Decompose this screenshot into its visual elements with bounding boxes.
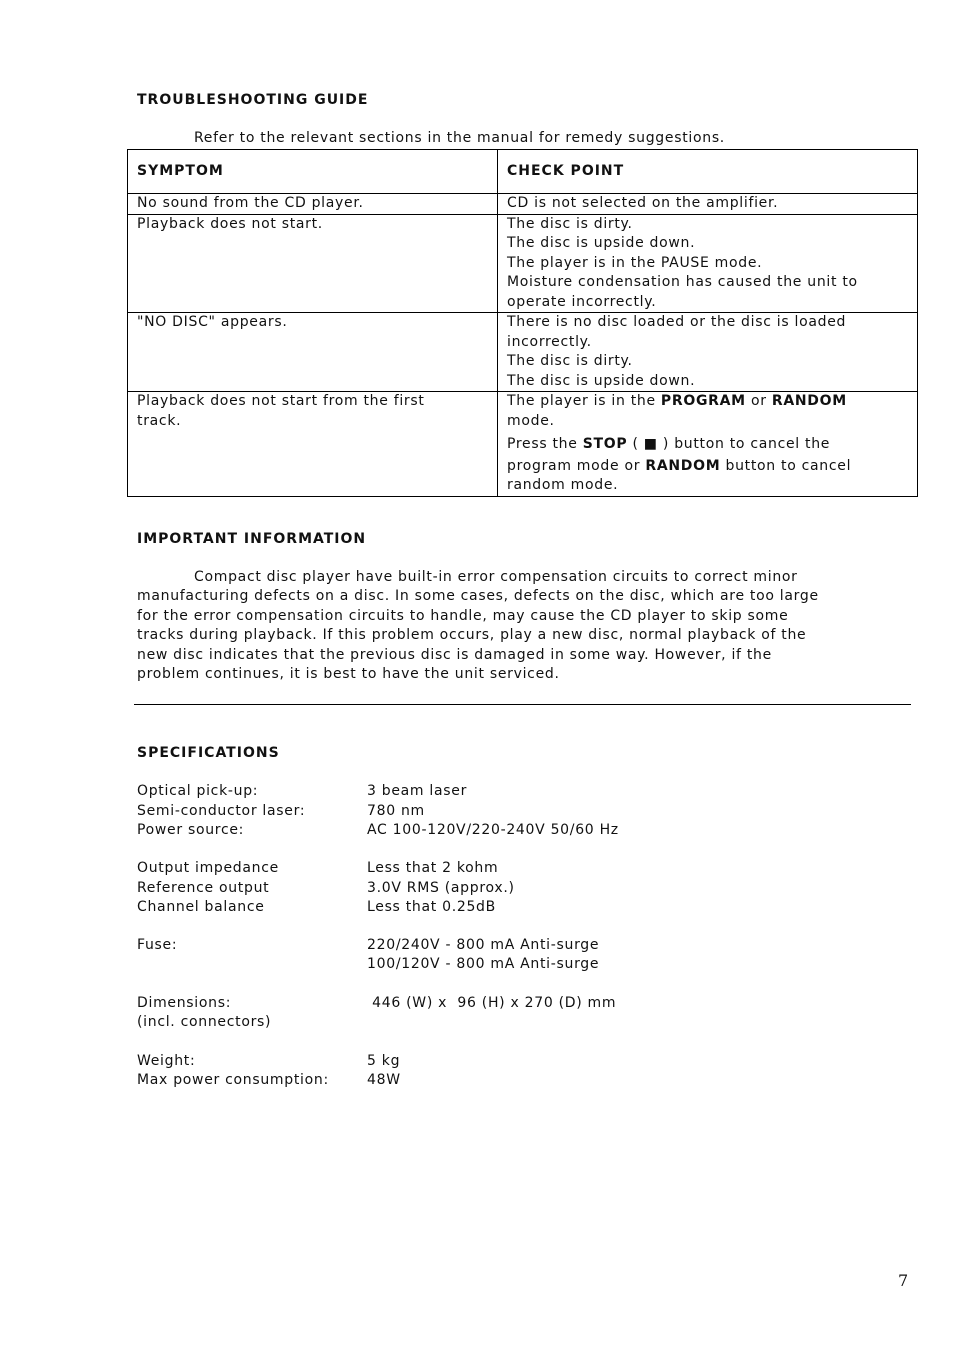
spec-value: 48W <box>367 1072 401 1088</box>
table-header-row <box>128 150 918 194</box>
spec-value: 780 nm <box>367 803 425 819</box>
check-line: incorrectly. <box>507 333 592 350</box>
spec-row <box>137 898 496 917</box>
check-line: operate incorrectly. <box>507 293 657 310</box>
check-line: Press the STOP ( ■ ) button to cancel the <box>507 436 831 452</box>
spec-label: Weight: <box>137 1053 196 1069</box>
spec-label: Max power consumption: <box>137 1072 329 1088</box>
check-line: The player is in the PROGRAM or RANDOM <box>507 393 847 409</box>
check-line: There is no disc loaded or the disc is loaded <box>507 314 847 330</box>
check-cell <box>498 194 918 215</box>
spec-value: Less that 2 kohm <box>367 860 499 876</box>
section-divider <box>134 704 911 705</box>
paragraph-line: for the error compensation circuits to handle, may cause the CD player to skip some <box>137 607 789 624</box>
spec-label: Fuse: <box>137 937 178 953</box>
spec-value: AC 100-120V/220-240V 50/60 Hz <box>367 822 619 838</box>
important-paragraph <box>137 568 897 684</box>
spec-label: Power source: <box>137 822 245 838</box>
spec-label: Reference output <box>137 880 270 896</box>
check-line: Moisture condensation has caused the unit to <box>507 274 858 290</box>
spec-label: Channel balance <box>137 899 265 915</box>
spec-row <box>137 802 425 821</box>
spec-row <box>137 955 599 974</box>
check-line: The disc is dirty. <box>507 353 633 369</box>
stop-square-icon: ( ■ ) button to cancel the <box>627 436 831 452</box>
spec-row <box>137 1013 367 1032</box>
spec-value: 220/240V - 800 mA Anti-surge <box>367 937 600 953</box>
spec-row <box>137 994 616 1013</box>
spec-row <box>137 1052 400 1071</box>
paragraph-line: tracks during playback. If this problem occurs, play a new disc, normal playback of the <box>137 627 807 644</box>
check-line: CD is not selected on the amplifier. <box>507 195 779 211</box>
check-point-header: CHECK POINT <box>498 150 918 194</box>
spec-row <box>137 859 498 878</box>
table-row <box>128 392 918 497</box>
symptom-cell: No sound from the CD player. <box>128 194 498 215</box>
stop-button-label: STOP <box>582 436 628 452</box>
spec-row <box>137 821 619 840</box>
spec-value: 3 beam laser <box>367 783 468 799</box>
troubleshooting-title: TROUBLESHOOTING GUIDE <box>137 92 369 108</box>
troubleshooting-table <box>127 149 918 497</box>
symptom-header: SYMPTOM <box>128 150 498 194</box>
troubleshooting-intro: Refer to the relevant sections in the manual for remedy suggestions. <box>194 130 725 146</box>
table-row <box>128 194 918 215</box>
random-mode-label: RANDOM <box>771 393 847 409</box>
check-line: The disc is dirty. <box>507 215 633 232</box>
random-button-label: RANDOM <box>645 457 721 474</box>
check-line: program mode or RANDOM button to cancel <box>507 457 852 474</box>
spec-value: 100/120V - 800 mA Anti-surge <box>367 956 600 972</box>
program-mode-label: PROGRAM <box>660 393 746 409</box>
symptom-line: Playback does not start from the first <box>137 393 425 409</box>
symptom-cell: Playback does not start. <box>128 214 498 313</box>
spec-row <box>137 1071 401 1090</box>
specifications-title: SPECIFICATIONS <box>137 745 280 761</box>
paragraph-line: manufacturing defects on a disc. In some cases, defects on the disc, which are too large <box>137 588 819 605</box>
spec-row <box>137 879 515 898</box>
symptom-cell <box>128 392 498 497</box>
page-number: 7 <box>898 1271 909 1290</box>
table-row <box>128 313 918 392</box>
spec-label: Output impedance <box>137 860 279 876</box>
spec-label: Semi-conductor laser: <box>137 803 306 819</box>
check-line: random mode. <box>507 477 619 493</box>
paragraph-line: Compact disc player have built-in error compensation circuits to correct minor <box>194 569 798 585</box>
spec-value: Less that 0.25dB <box>367 899 496 915</box>
spec-label: Optical pick-up: <box>137 783 259 799</box>
check-cell <box>498 214 918 313</box>
check-line: The disc is upside down. <box>507 372 696 389</box>
spec-value: 3.0V RMS (approx.) <box>367 880 515 896</box>
paragraph-line: new disc indicates that the previous disc is damaged in some way. However, if the <box>137 646 772 663</box>
spec-value: 5 kg <box>367 1053 401 1069</box>
check-line: mode. <box>507 412 555 429</box>
important-title: IMPORTANT INFORMATION <box>137 531 367 547</box>
spec-value: 446 (W) x 96 (H) x 270 (D) mm <box>367 995 617 1011</box>
table-row <box>128 214 918 313</box>
check-line: The disc is upside down. <box>507 235 696 251</box>
check-cell <box>498 392 918 497</box>
symptom-line: track. <box>137 412 182 429</box>
spec-row <box>137 936 599 955</box>
paragraph-line: problem continues, it is best to have the unit serviced. <box>137 666 560 683</box>
check-cell <box>498 313 918 392</box>
spec-row <box>137 782 467 801</box>
spec-label: (incl. connectors) <box>137 1014 272 1030</box>
symptom-cell: "NO DISC" appears. <box>128 313 498 392</box>
spec-label: Dimensions: <box>137 995 232 1011</box>
check-line: The player is in the PAUSE mode. <box>507 254 763 271</box>
